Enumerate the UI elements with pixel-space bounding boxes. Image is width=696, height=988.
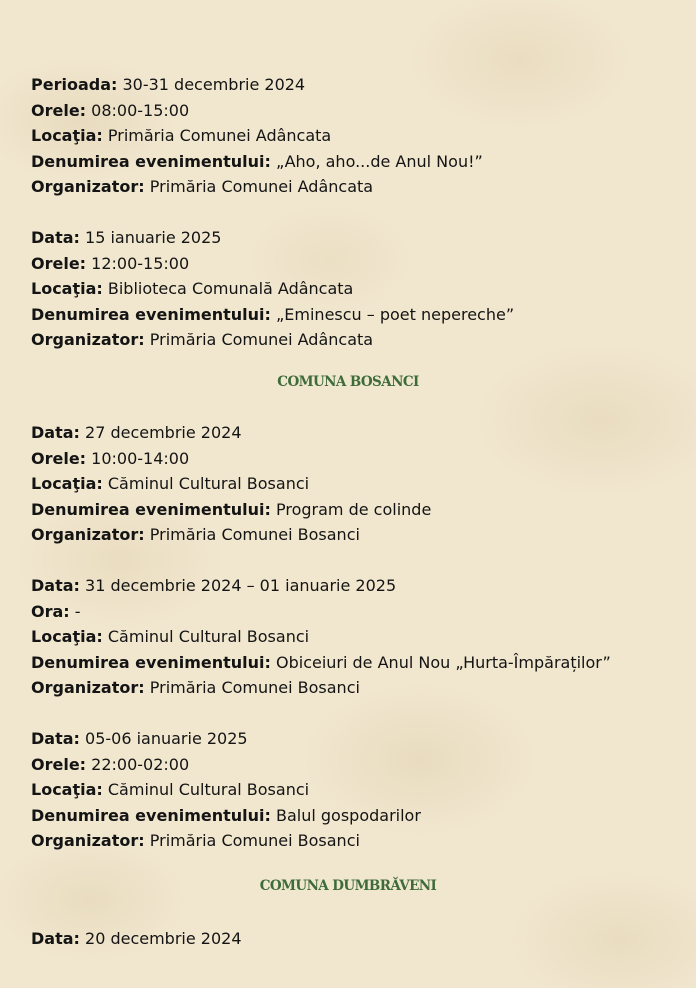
event-location-row [31, 123, 681, 149]
event-organizer-row [31, 675, 681, 701]
field-value: 20 decembrie 2024 [79, 929, 242, 948]
field-value: Primăria Comunei Bosanci [144, 678, 360, 697]
event-period-row [31, 72, 681, 98]
field-label: Locaţia: [31, 126, 103, 145]
event-date-row [31, 926, 681, 952]
field-value: 31 decembrie 2024 – 01 ianuarie 2025 [79, 576, 397, 595]
field-label: Denumirea evenimentului: [31, 304, 271, 324]
field-value: 08:00-15:00 [86, 100, 190, 120]
event-location-row [31, 624, 681, 650]
event-location-row [31, 777, 681, 803]
field-label: Locaţia: [31, 627, 103, 646]
event-block [31, 726, 681, 854]
field-label: Orele: [31, 754, 87, 774]
field-value: Primăria Comunei Bosanci [144, 525, 360, 544]
field-label: Organizator: [31, 177, 145, 196]
field-value: - [69, 601, 81, 621]
field-label: Locaţia: [31, 474, 103, 493]
event-date-row [31, 726, 681, 752]
field-label: Locaţia: [31, 780, 103, 799]
field-label: Organizator: [31, 525, 145, 544]
event-organizer-row [31, 174, 681, 200]
event-block [31, 225, 681, 353]
field-label: Data: [31, 729, 80, 748]
field-value: Primăria Comunei Adâncata [144, 330, 374, 349]
field-label: Data: [31, 929, 80, 948]
field-label: Data: [31, 228, 80, 247]
field-label: Orele: [31, 448, 87, 468]
field-value: Căminul Cultural Bosanci [102, 474, 310, 493]
field-value: Obiceiuri de Anul Nou „Hurta-Împăraților” [270, 652, 611, 672]
field-label: Orele: [31, 253, 87, 273]
field-label: Perioada: [31, 75, 118, 94]
field-value: 12:00-15:00 [86, 253, 190, 273]
field-value: Biblioteca Comunală Adâncata [102, 279, 354, 298]
field-label: Denumirea evenimentului: [31, 151, 271, 171]
field-value: 10:00-14:00 [86, 448, 190, 468]
field-value: Primăria Comunei Bosanci [144, 831, 360, 850]
field-label: Denumirea evenimentului: [31, 652, 271, 672]
field-label: Organizator: [31, 831, 145, 850]
event-date-row [31, 225, 681, 251]
field-label: Data: [31, 576, 80, 595]
field-label: Orele: [31, 100, 87, 120]
event-date-row [31, 420, 681, 446]
field-label: Denumirea evenimentului: [31, 499, 271, 519]
field-value: Căminul Cultural Bosanci [102, 780, 310, 799]
field-label: Denumirea evenimentului: [31, 805, 271, 825]
section-heading: COMUNA DUMBRĂVENI [259, 878, 437, 894]
event-block [31, 926, 681, 952]
field-label: Organizator: [31, 330, 145, 349]
event-block [31, 420, 681, 548]
field-value: 05-06 ianuarie 2025 [79, 729, 248, 748]
field-label: Organizator: [31, 678, 145, 697]
field-label: Locaţia: [31, 279, 103, 298]
field-value: „Aho, aho...de Anul Nou!” [270, 151, 483, 171]
event-name-row [31, 650, 681, 676]
field-value: 15 ianuarie 2025 [79, 228, 222, 247]
event-hours-row [31, 599, 681, 625]
event-date-row [31, 573, 681, 599]
field-value: „Eminescu – poet nepereche” [270, 304, 515, 324]
event-location-row [31, 276, 681, 302]
event-name-row [31, 497, 681, 523]
field-value: Balul gospodarilor [270, 805, 421, 825]
event-name-row [31, 803, 681, 829]
field-value: Căminul Cultural Bosanci [102, 627, 310, 646]
event-location-row [31, 471, 681, 497]
field-value: 30-31 decembrie 2024 [117, 75, 306, 94]
event-organizer-row [31, 327, 681, 353]
field-label: Ora: [31, 601, 70, 621]
event-name-row [31, 149, 681, 175]
event-hours-row [31, 752, 681, 778]
event-hours-row [31, 446, 681, 472]
event-organizer-row [31, 828, 681, 854]
event-name-row [31, 302, 681, 328]
field-value: Program de colinde [270, 499, 432, 519]
event-hours-row [31, 251, 681, 277]
field-value: 22:00-02:00 [86, 754, 190, 774]
field-value: Primăria Comunei Adâncata [144, 177, 374, 196]
section-heading: COMUNA BOSANCI [277, 374, 419, 390]
field-label: Data: [31, 423, 80, 442]
event-hours-row [31, 98, 681, 124]
field-value: 27 decembrie 2024 [79, 423, 242, 442]
field-value: Primăria Comunei Adâncata [102, 126, 332, 145]
event-block [31, 573, 681, 701]
event-block [31, 72, 681, 200]
event-organizer-row [31, 522, 681, 548]
